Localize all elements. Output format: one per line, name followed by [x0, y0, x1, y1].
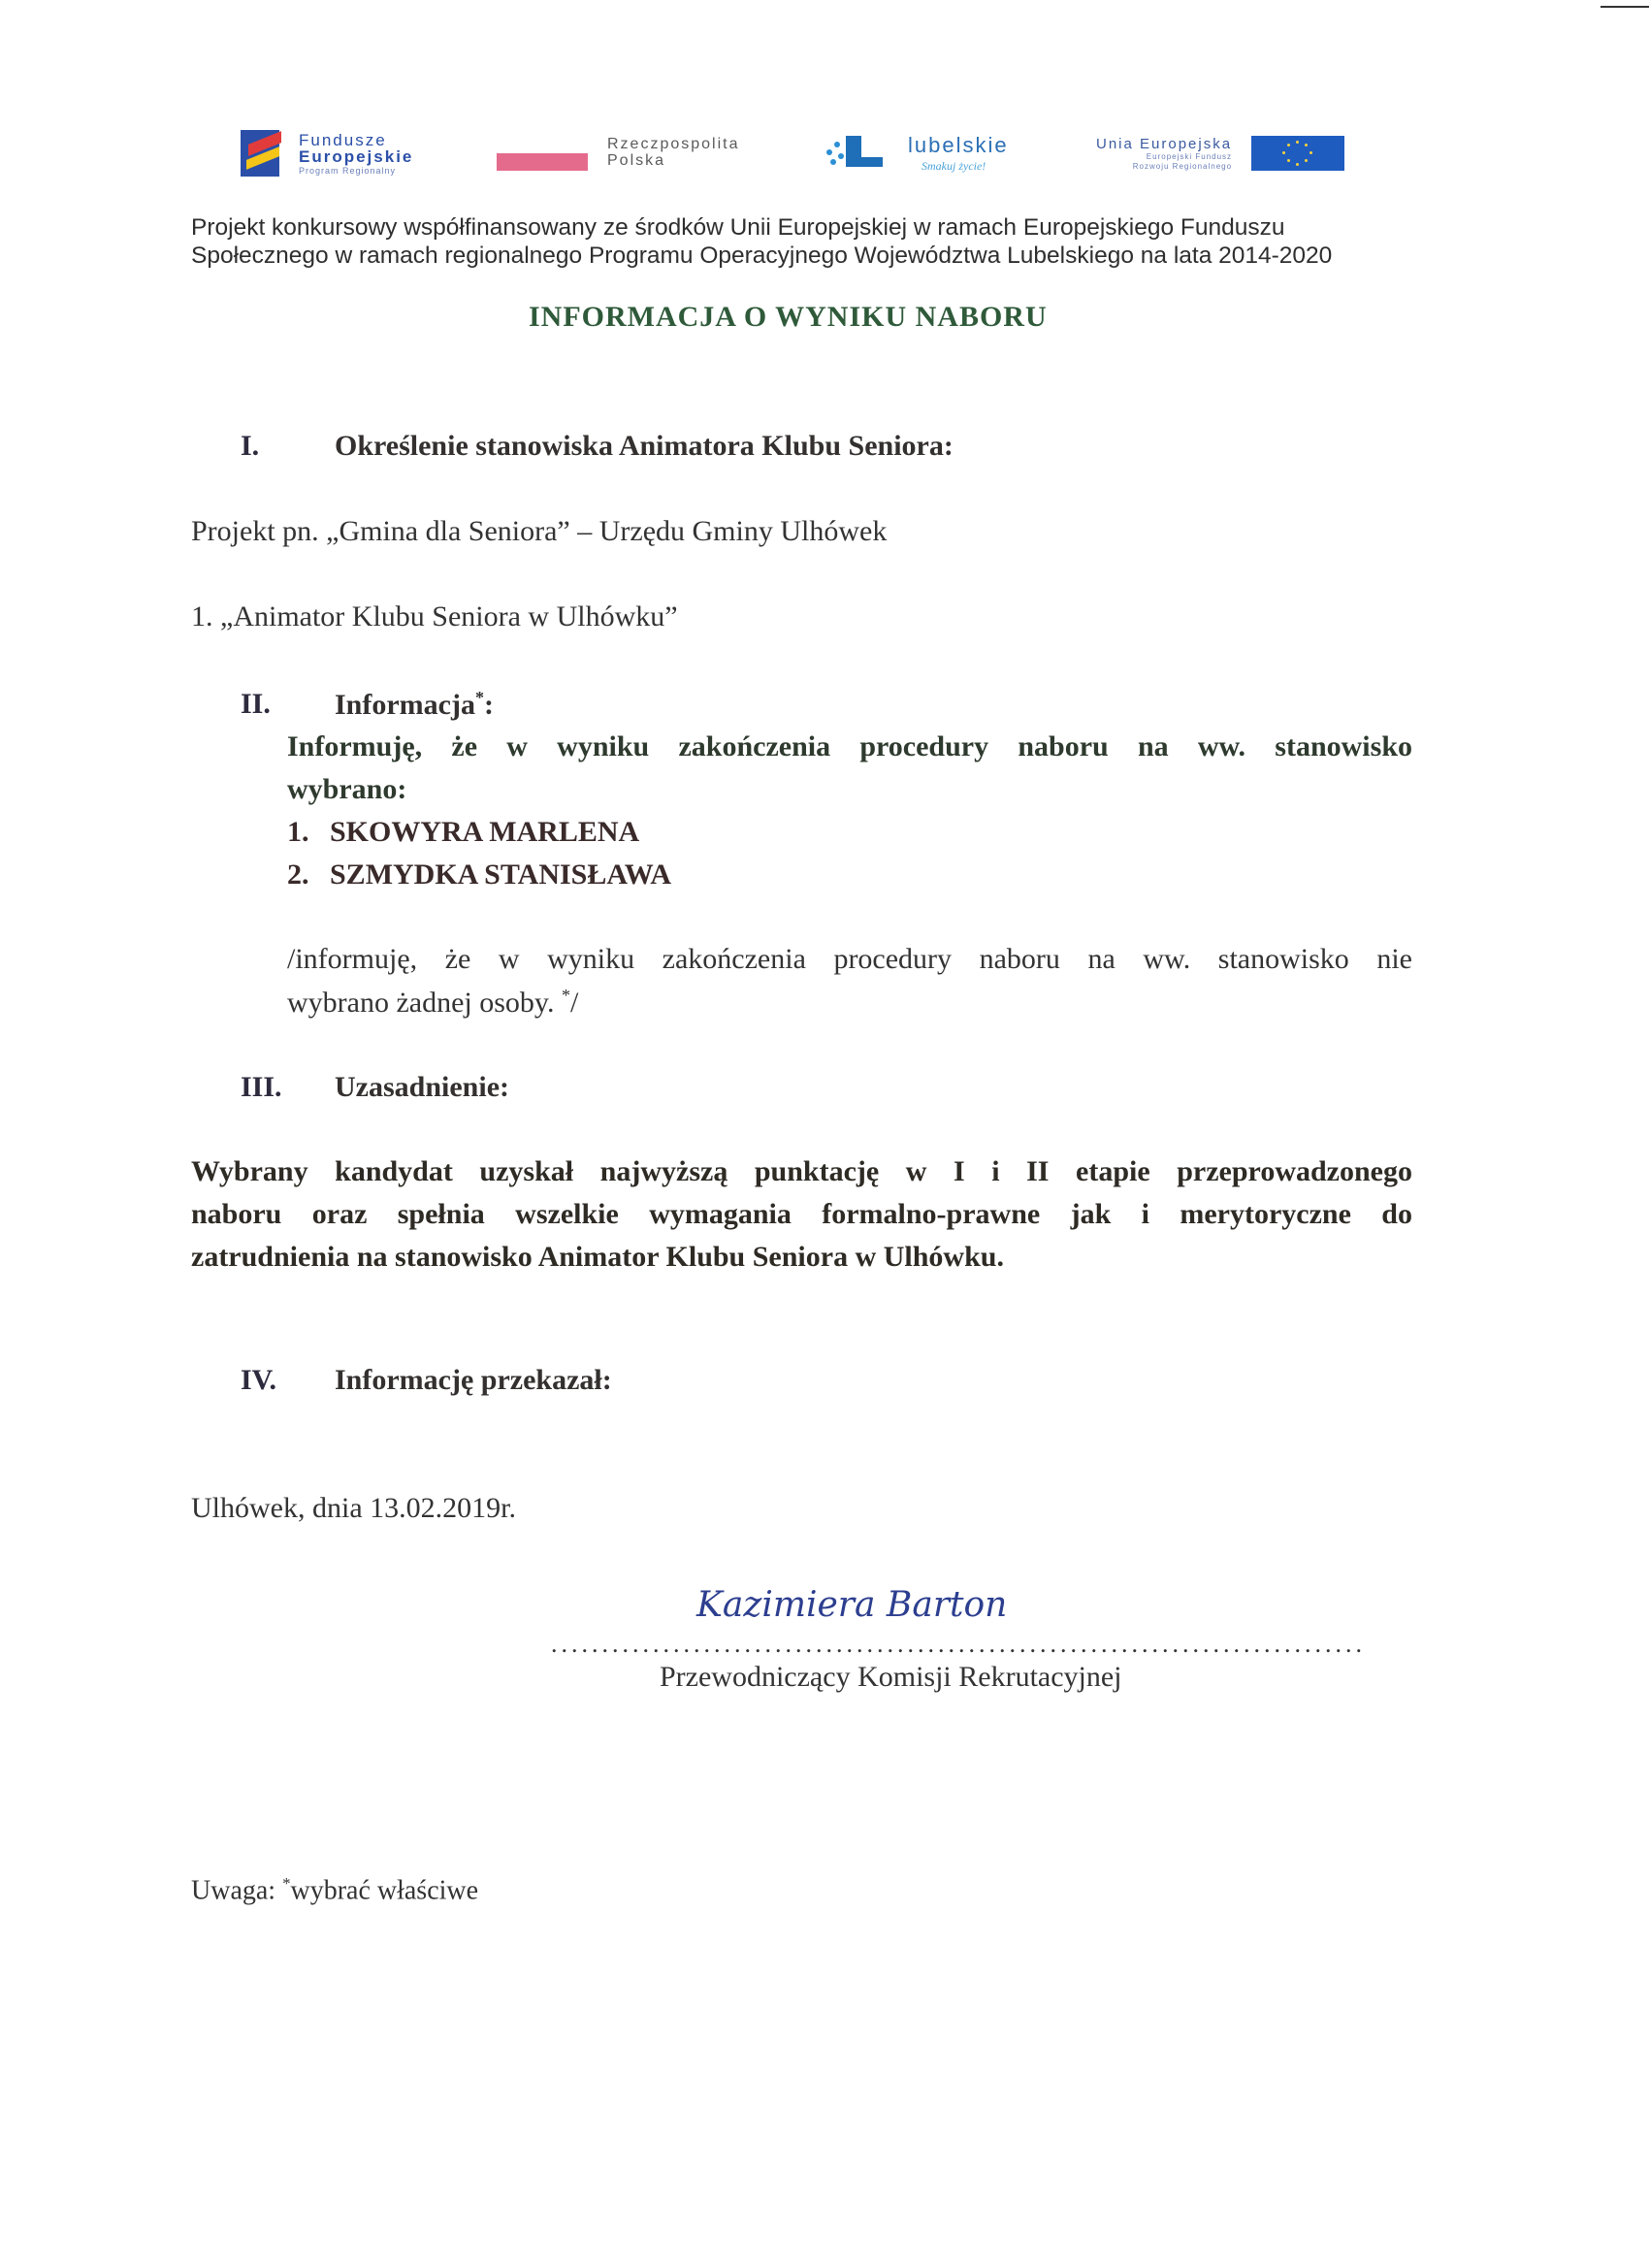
- alt-info-text: wybrano żadnej osoby.: [287, 987, 555, 1019]
- corner-mark: [1600, 6, 1649, 8]
- selected-name-1: SKOWYRA MARLENA: [330, 816, 640, 848]
- fundusze-europejskie-logo: [241, 124, 413, 182]
- section4-number: IV.: [241, 1364, 276, 1396]
- section2-heading-text: Informacja: [335, 689, 475, 721]
- footnote-star: *: [282, 1874, 291, 1893]
- position-name: 1. „Animator Klubu Seniora w Ulhówku”: [191, 600, 678, 632]
- polish-flag-icon: [497, 153, 588, 171]
- document-title: INFORMACJA O WYNIKU NABORU: [529, 301, 1048, 333]
- section2-colon: :: [483, 689, 494, 721]
- footnote-text: wybrać właściwe: [290, 1875, 479, 1906]
- date-place: Ulhówek, dnia 13.02.2019r.: [191, 1492, 516, 1524]
- selected-item-2: [287, 859, 671, 891]
- rp-logo-line2: Polska: [607, 152, 666, 169]
- justification-line1: Wybrany kandydat uzyskał najwyższą punktację w I i II etapie przeprowadzonego: [191, 1155, 1412, 1187]
- alt-info-end: /: [569, 987, 579, 1019]
- section3-heading: Uzasadnienie:: [335, 1071, 509, 1103]
- fe-logo-line3: Program Regionalny: [299, 165, 397, 176]
- alt-info-star: *: [561, 986, 570, 1005]
- eu-flag-icon: [1251, 136, 1344, 171]
- lubelskie-emblem-icon: [824, 132, 892, 175]
- section3-number: III.: [241, 1071, 282, 1103]
- selected-num-2: 2.: [287, 859, 309, 891]
- signer-role: Przewodniczący Komisji Rekrutacyjnej: [660, 1661, 1122, 1693]
- rp-logo-line1: Rzeczpospolita: [607, 136, 740, 153]
- header-line2: Społecznego w ramach regionalnego Programu Operacyjnego Województwa Lubelskiego na lata 2014-2020: [191, 243, 1333, 269]
- info-line2: wybrano:: [287, 773, 407, 805]
- handwritten-signature: Kazimiera Barton: [696, 1585, 1008, 1625]
- footnote-label: Uwaga:: [191, 1875, 276, 1906]
- alt-info-line1: /informuję, że w wyniku zakończenia procedury naboru na ww. stanowisko nie: [287, 943, 1412, 975]
- fe-logo-line2: Europejskie: [299, 146, 414, 166]
- project-funding-header: [191, 213, 1471, 270]
- section1-number: I.: [241, 430, 260, 462]
- section2-number: II.: [241, 688, 271, 720]
- selected-num-1: 1.: [287, 816, 309, 848]
- lb-logo-line1: lubelskie: [908, 133, 1009, 157]
- info-line1: Informuję, że w wyniku zakończenia procedury naboru na ww. stanowisko: [287, 730, 1412, 762]
- signature-dotted-line: ................................................................................: [551, 1630, 1366, 1658]
- section1-heading: Określenie stanowiska Animatora Klubu Seniora:: [335, 430, 954, 462]
- selected-item-1: [287, 816, 639, 849]
- ue-logo-line3: Rozwoju Regionalnego: [1132, 161, 1233, 171]
- fe-emblem-icon: [241, 128, 285, 178]
- project-name: Projekt pn. „Gmina dla Seniora” – Urzędu Gminy Ulhówek: [191, 515, 888, 547]
- lubelskie-logo: [824, 124, 1009, 182]
- selected-name-2: SZMYDKA STANISŁAWA: [330, 859, 672, 891]
- justification-line3: zatrudnienia na stanowisko Animator Klubu Seniora w Ulhówku.: [191, 1241, 1004, 1273]
- section2-star: *: [474, 688, 484, 707]
- fe-logo-line1: Fundusze: [299, 130, 387, 149]
- footnote: [191, 1874, 478, 1906]
- unia-europejska-logo: [1096, 124, 1344, 182]
- section4-heading: Informację przekazał:: [335, 1364, 612, 1396]
- ue-logo-line1: Unia Europejska: [1096, 136, 1233, 153]
- rzeczpospolita-logo: [497, 124, 740, 182]
- header-line1: Projekt konkursowy współfinansowany ze środków Unii Europejskiej w ramach Europejskiego Funduszu: [191, 214, 1285, 241]
- justification-line2: naboru oraz spełnia wszelkie wymagania formalno-prawne jak i merytoryczne do: [191, 1198, 1412, 1230]
- ue-logo-line2: Europejski Fundusz: [1146, 152, 1233, 162]
- alt-info-line2: [287, 986, 578, 1020]
- lb-logo-line2: Smakuj życie!: [922, 159, 986, 173]
- section2-heading: [335, 688, 494, 722]
